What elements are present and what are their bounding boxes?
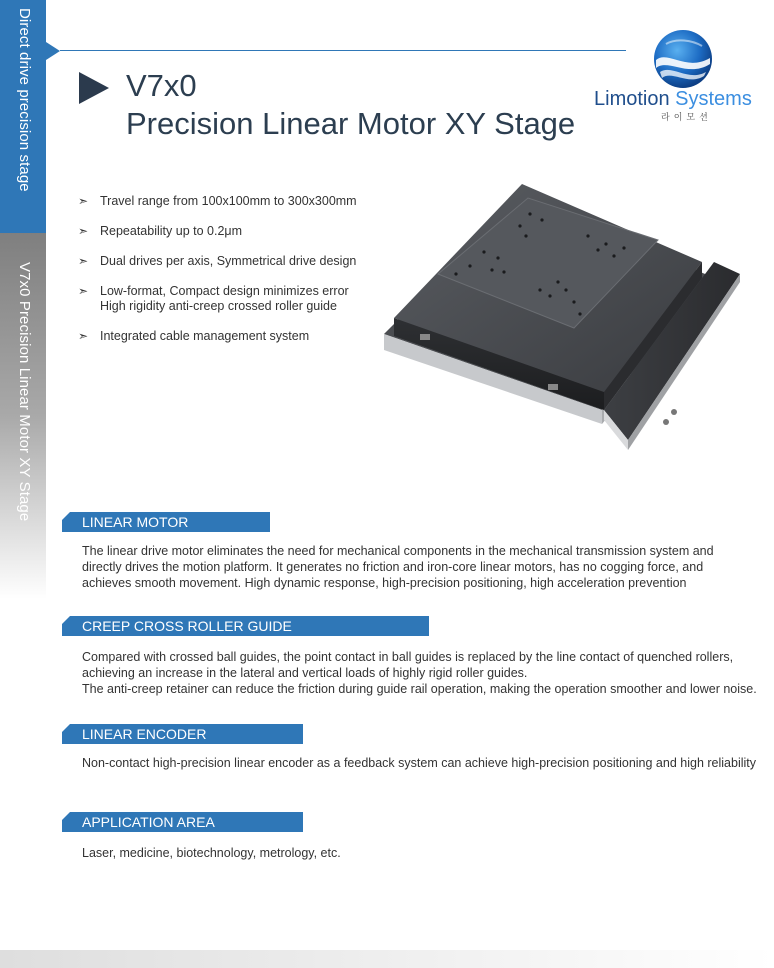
logo-korean-text: 라이모션 [661, 112, 712, 122]
header-notch [62, 616, 70, 624]
feature-list [78, 194, 357, 359]
company-logo-text [594, 88, 752, 111]
feature-item [78, 194, 357, 209]
xy-stage-product-image [380, 178, 742, 452]
header-notch [62, 812, 70, 820]
arrow-bullet-icon: ➣ [78, 254, 89, 268]
logo-name-part1: Limotion [594, 88, 676, 110]
feature-text: Repeatability up to 0.2μm [100, 224, 243, 238]
arrow-bullet-icon: ➣ [78, 224, 89, 238]
header-notch [62, 512, 70, 520]
section-heading: LINEAR MOTOR [82, 514, 189, 530]
linear-encoder-paragraph: Non-contact high-precision linear encoder as a feedback system can achieve high-precision positioning and high reliability [82, 756, 756, 770]
feature-item [78, 224, 357, 239]
sidebar-bottom-label: V7x0 Precision Linear Motor XY Stage [16, 262, 33, 522]
application-area-paragraph: Laser, medicine, biotechnology, metrology, etc. [82, 846, 341, 860]
linear-motor-paragraph: The linear drive motor eliminates the need for mechanical components in the mechanical transmission system and directly drives the motion platform. It generates no friction and iron-core linear motors, has no cogging force, and achieves smooth movement. High dynamic response, high-precision positioning, high acceleration prevention [82, 544, 714, 590]
globe-logo-icon [652, 28, 714, 90]
logo-name-part2: Systems [675, 88, 752, 110]
section-heading: APPLICATION AREA [82, 814, 215, 830]
arrow-bullet-icon: ➣ [78, 329, 89, 343]
feature-item [78, 284, 357, 314]
arrow-bullet-icon: ➣ [78, 194, 89, 208]
section-heading: CREEP CROSS ROLLER GUIDE [82, 618, 292, 634]
sidebar-pointer [46, 42, 60, 60]
feature-text: Dual drives per axis, Symmetrical drive design [100, 254, 357, 268]
product-model: V7x0 [126, 68, 197, 103]
feature-text: Integrated cable management system [100, 329, 310, 343]
feature-text: High rigidity anti-creep crossed roller guide [100, 299, 337, 313]
section-header-application-area [62, 812, 303, 832]
roller-guide-paragraph: Compared with crossed ball guides, the point contact in ball guides is replaced by the line contact of quenched rollers, achieving an increase in the lateral and vertical loads of highly rigid roller guides. [82, 650, 734, 680]
title-arrow-icon [79, 72, 109, 104]
section-header-roller-guide [62, 616, 429, 636]
section-header-linear-encoder [62, 724, 303, 744]
feature-text: Travel range from 100x100mm to 300x300mm [100, 194, 357, 208]
roller-guide-paragraph-2: The anti-creep retainer can reduce the friction during guide rail operation, making the operation smoother and lower noise. [82, 682, 757, 696]
feature-item [78, 329, 357, 344]
page-bottom-shadow [0, 950, 774, 968]
sidebar-top-label: Direct drive precision stage [16, 8, 33, 192]
page-title: Precision Linear Motor XY Stage [126, 106, 576, 141]
section-heading: LINEAR ENCODER [82, 726, 207, 742]
section-header-linear-motor [62, 512, 270, 532]
header-rule [60, 50, 626, 51]
header-notch [62, 724, 70, 732]
arrow-bullet-icon: ➣ [78, 284, 89, 298]
feature-item [78, 254, 357, 269]
feature-text: Low-format, Compact design minimizes error [100, 284, 349, 298]
